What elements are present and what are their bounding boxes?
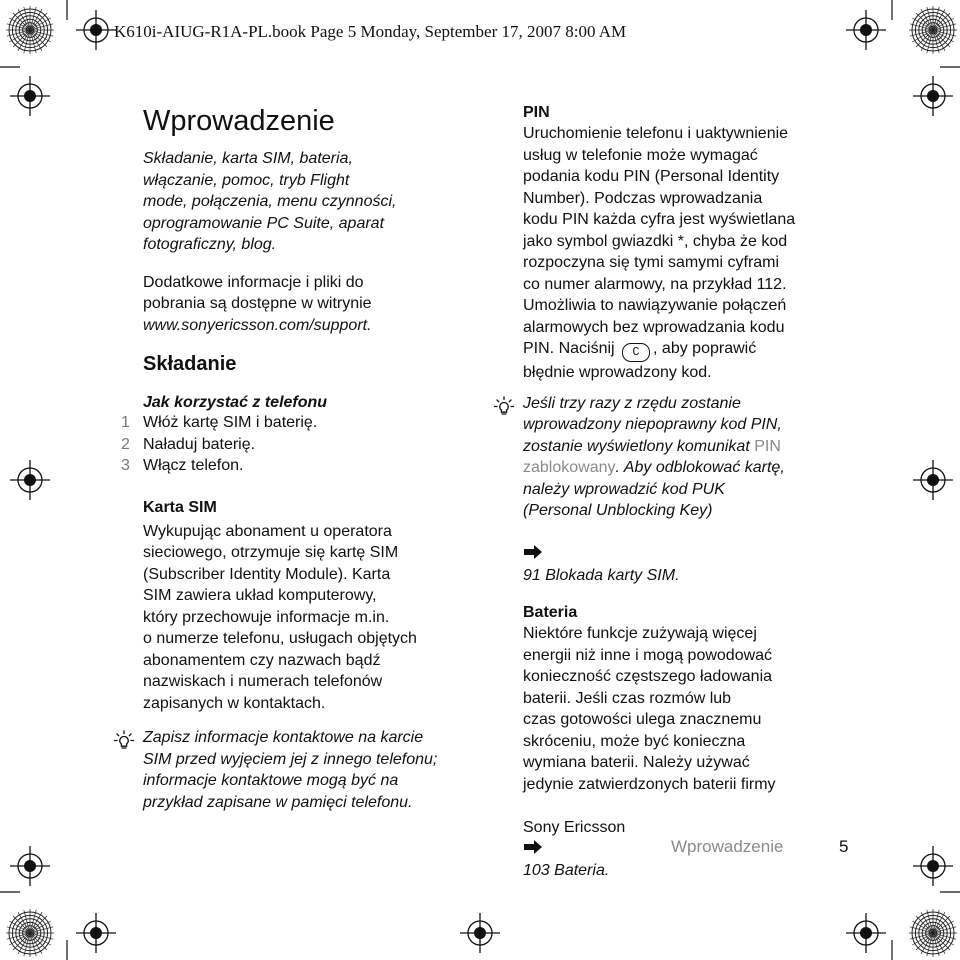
download-info <box>143 272 483 337</box>
list-item <box>121 455 483 477</box>
registration-rosette-icon <box>6 6 54 54</box>
c-key-icon: C <box>622 343 650 362</box>
registration-rosette-icon <box>909 909 957 957</box>
list-item <box>121 434 483 456</box>
step-text: Włóż kartę SIM i baterię. <box>143 414 318 431</box>
tip-block <box>523 393 853 587</box>
crosshair-icon <box>460 913 500 953</box>
pin-press-prefix: PIN. Naciśnij <box>523 340 615 357</box>
intro-summary: Składanie, karta SIM, bateria, włączanie, pomoc, tryb Flight mode, połączenia, menu czynności, oprogramowanie PC Suite, aparat fotograficzny, blog. <box>143 150 397 253</box>
step-text: Włącz telefon. <box>143 457 244 474</box>
registration-rosette-icon <box>909 6 957 54</box>
pin-press-line <box>523 338 853 362</box>
pin-press-suffix: , aby poprawić <box>653 340 757 357</box>
step-number: 3 <box>121 457 130 474</box>
crosshair-icon <box>913 76 953 116</box>
registration-rosette-icon <box>6 909 54 957</box>
battery-last-prefix: Sony Ericsson <box>523 818 626 836</box>
section-heading-assembly: Składanie <box>143 353 237 375</box>
crosshair-icon <box>10 76 50 116</box>
pin-word: PIN <box>754 437 781 455</box>
step-number: 2 <box>121 435 130 453</box>
step-text: Naładuj baterię. <box>143 435 256 453</box>
tip-line <box>523 436 853 458</box>
crosshair-icon <box>10 846 50 886</box>
crosshair-icon <box>913 460 953 500</box>
battery-reference[interactable]: 103 Bateria. <box>523 861 610 879</box>
tip-line-suffix: . Aby odblokować kartę, <box>615 459 785 476</box>
download-line: Dodatkowe informacje i pliki do <box>143 273 364 291</box>
file-header: K610i-AIUG-R1A-PL.book Page 5 Monday, September 17, 2007 8:00 AM <box>114 22 627 41</box>
tip-line: (Personal Unblocking Key) <box>523 502 713 519</box>
crosshair-icon <box>913 846 953 886</box>
tip-reference[interactable] <box>523 522 853 587</box>
step-number: 1 <box>121 414 130 431</box>
support-url[interactable]: www.sonyericsson.com/support. <box>143 316 372 334</box>
list-item <box>121 412 483 434</box>
crosshair-icon <box>10 460 50 500</box>
right-column <box>523 104 853 881</box>
steps-list <box>121 412 483 477</box>
footer-section-name: Wprowadzenie <box>671 837 784 856</box>
subsection-heading-how-to: Jak korzystać z telefonu <box>143 394 328 411</box>
crosshair-icon <box>846 913 886 953</box>
battery-paragraph: Niektóre funkcje zużywają więcej energii niż inne i mogą powodować konieczność częstszego ładowania baterii. Jeśli czas rozmów lub czas gotowości ulega znacznemu skróceniu, może być konieczna wymiana baterii. Należy używać jedynie zatwierdzonych baterii firmy <box>523 625 776 793</box>
reference-text: 91 Blokada karty SIM. <box>523 566 680 584</box>
tip-line: należy wprowadzić kod PUK <box>523 480 725 498</box>
blocked-word: zablokowany <box>523 459 616 476</box>
pin-last-line: błędnie wprowadzony kod. <box>523 364 712 381</box>
lightbulb-icon <box>492 395 516 419</box>
crosshair-icon <box>846 10 886 50</box>
pin-paragraph: Uruchomienie telefonu i uaktywnienie usług w telefonie może wymagać podania kodu PIN (Personal Identity Number). Podczas wprowadzania kodu PIN każda cyfra jest wyświetlana jako symbol gwiazdki *, chyba że kod rozpoczyna się tymi samymi cyframi co numer alarmowy, na przykład 112. Umożliwia to nawiązywanie połączeń alarmowych bez wprowadzania kodu <box>523 125 796 336</box>
sim-paragraph: Wykupując abonament u operatora sieciowego, otrzymuje się kartę SIM (Subscriber Identity Module). Karta SIM zawiera układ komputerowy, który przechowuje informacje m.in. o numerze telefonu, usługach objętych abonamentem czy nazwach bądź nazwiskach i numerach telefonów zapisanych w kontaktach. <box>143 522 417 712</box>
section-heading-battery: Bateria <box>523 604 578 621</box>
tip-block <box>143 727 483 813</box>
arrow-right-icon <box>523 840 543 854</box>
lightbulb-icon <box>112 729 136 753</box>
crosshair-icon <box>76 913 116 953</box>
left-column <box>121 104 483 813</box>
page-title: Wprowadzenie <box>143 105 335 137</box>
section-heading-sim: Karta SIM <box>143 498 217 516</box>
arrow-right-icon <box>523 545 543 559</box>
tip-line: wprowadzony niepoprawny kod PIN, <box>523 416 782 433</box>
section-heading-pin: PIN <box>523 104 550 121</box>
tip-line <box>523 457 853 479</box>
download-line: pobrania są dostępne w witrynie <box>143 295 372 312</box>
tip-text: Zapisz informacje kontaktowe na karcie SIM przed wyjęciem jej z innego telefonu; informacje kontaktowe mogą być na przykład zapisane w pamięci telefonu. <box>143 729 438 811</box>
tip-line: Jeśli trzy razy z rzędu zostanie <box>523 394 741 412</box>
tip-line-prefix: zostanie wyświetlony komunikat <box>523 437 750 455</box>
crosshair-icon <box>76 10 116 50</box>
page-number: 5 <box>839 837 849 856</box>
